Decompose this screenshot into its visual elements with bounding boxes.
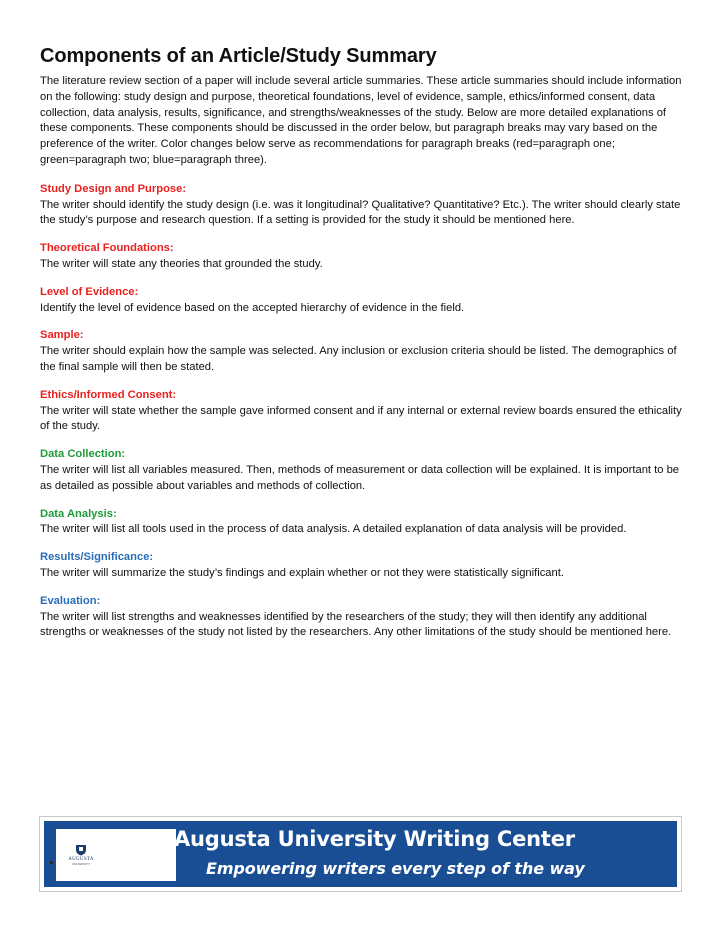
intro-paragraph: The literature review section of a paper will include several article summaries. These article summaries should include information on the following: study design and purpose, theoretical foundations, level of evidence, sample, ethics/informed consent, data collection, data analysis, results, significance, and strengths/weaknesses of the study. Below are more detailed explanations of these components. These components should be discussed in the order below, but paragraph breaks may vary based on the preference of the writer. Color changes below serve as recommendations for paragraph breaks (red=paragraph one; green=paragraph two; blue=paragraph three). <box>40 75 682 166</box>
banner-marker <box>50 861 53 864</box>
section-results <box>40 550 690 582</box>
section-heading: Data Collection: <box>40 448 126 461</box>
section-evaluation <box>40 594 690 641</box>
section-body: The writer should explain how the sample was selected. Any inclusion or exclusion criteria should be listed. The demographics of the final sample will then be stated. <box>40 345 677 373</box>
footer-banner-frame <box>39 816 682 892</box>
section-level-of-evidence <box>40 285 690 317</box>
section-body: The writer will list all variables measured. Then, methods of measurement or data collection will be explained. It is important to be as detailed as possible about variables and methods of collection. <box>40 463 680 492</box>
university-logo <box>56 829 176 881</box>
section-body: Identify the level of evidence based on the accepted hierarchy of evidence in the field. <box>40 301 465 314</box>
section-body: The writer will summarize the study’s findings and explain whether or not they were statistically significant. <box>40 566 564 579</box>
section-sample <box>40 328 690 375</box>
section-ethics <box>40 388 690 435</box>
section-heading: Evaluation: <box>40 594 101 607</box>
section-study-design <box>40 182 690 229</box>
logo-wordmark: AUGUSTA <box>68 857 94 862</box>
section-heading: Level of Evidence: <box>40 285 139 298</box>
document-page <box>40 44 690 653</box>
page-title: Components of an Article/Study Summary <box>40 45 437 67</box>
section-heading: Results/Significance: <box>40 551 154 564</box>
section-heading: Data Analysis: <box>40 507 117 520</box>
section-body: The writer will list all tools used in the process of data analysis. A detailed explanation of data analysis will be provided. <box>40 523 627 536</box>
section-heading: Sample: <box>40 329 84 342</box>
section-body: The writer should identify the study design (i.e. was it longitudinal? Qualitative? Quantitative? Etc.). The writer should clearly state the study’s purpose and research question. If a setting is provided for the study it should be mentioned here. <box>40 198 681 227</box>
section-body: The writer will state any theories that grounded the study. <box>40 257 323 270</box>
logo-subtext: UNIVERSITY <box>71 862 90 866</box>
section-heading: Study Design and Purpose: <box>40 182 187 195</box>
banner-tagline: Empowering writers every step of the way <box>206 859 585 878</box>
footer-banner <box>44 821 677 887</box>
university-shield-icon <box>75 844 87 856</box>
section-data-collection <box>40 447 690 494</box>
section-body: The writer will list strengths and weaknesses identified by the researchers of the study; they will then identify any additional strengths or weaknesses of the study not listed by the researchers. Any other limitations of the study should be mentioned here. <box>40 610 672 639</box>
section-theoretical-foundations <box>40 241 690 273</box>
section-data-analysis <box>40 507 690 539</box>
banner-title: Augusta University Writing Center <box>174 827 575 851</box>
section-body: The writer will state whether the sample gave informed consent and if any internal or external review boards ensured the ethicality of the study. <box>40 404 682 433</box>
section-heading: Ethics/Informed Consent: <box>40 388 177 401</box>
section-heading: Theoretical Foundations: <box>40 242 174 255</box>
